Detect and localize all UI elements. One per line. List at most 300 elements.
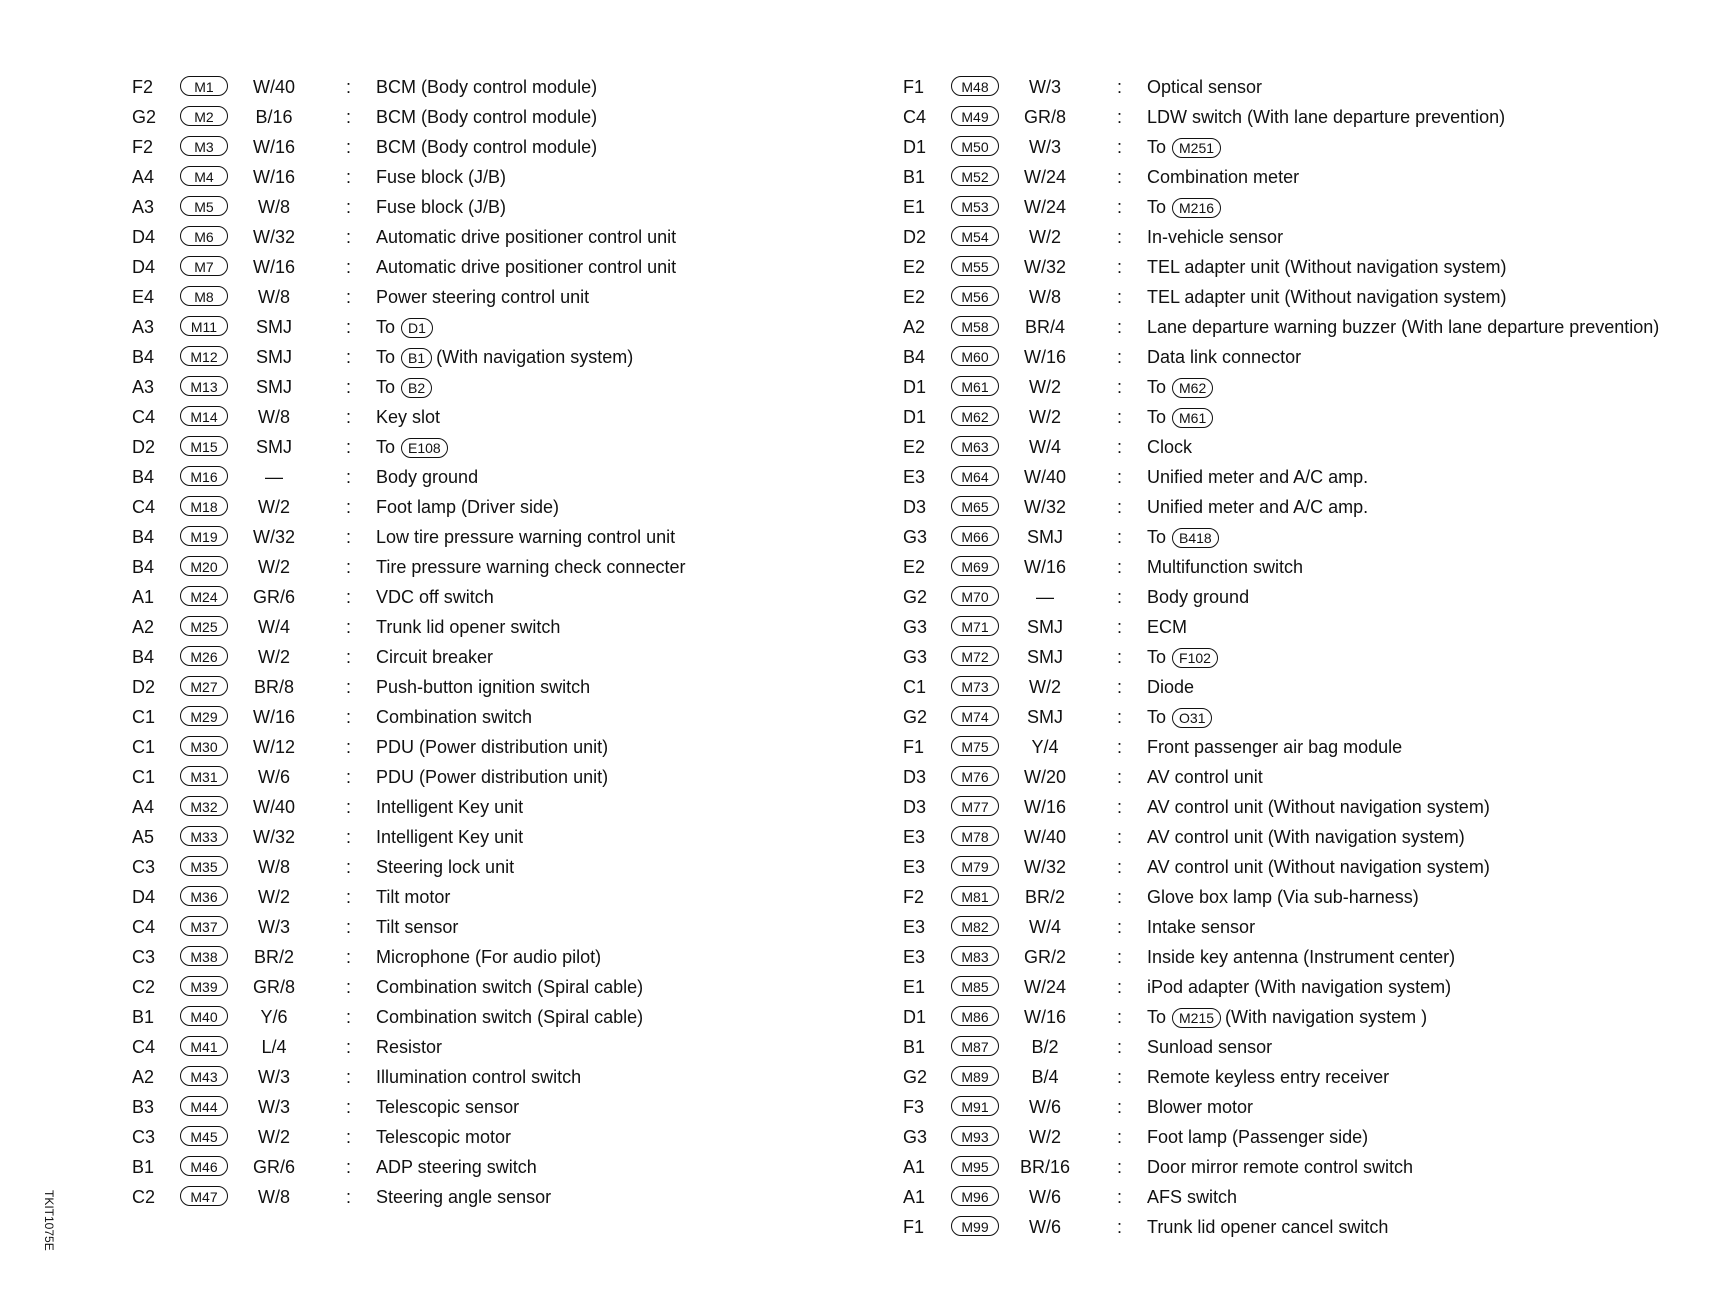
connector-description [376,672,590,702]
grid-location: F2 [903,887,925,907]
connector-description [376,972,643,1002]
reference-connector-badge: B1 [401,348,432,368]
grid-location: D1 [903,377,927,397]
description-text: Optical sensor [1147,77,1263,97]
grid-location: E3 [903,467,926,487]
description-text: Remote keyless entry receiver [1147,1067,1390,1087]
connector-row [132,852,892,882]
grid-location: E2 [903,287,926,307]
description-text: BCM (Body control module) [376,137,598,157]
grid-location: E1 [903,977,926,997]
connector-description [376,1152,537,1182]
connector-row [132,492,892,522]
connector-row [903,582,1663,612]
wire-spec: — [1036,587,1054,607]
connector-description [1147,102,1505,132]
wire-spec: W/16 [252,707,295,727]
connector-id-badge: M99 [951,1216,999,1236]
connector-description [376,252,676,282]
wire-spec: GR/8 [252,977,295,997]
connector-row [903,72,1663,102]
connector-id-badge: M2 [180,106,228,126]
grid-location: B4 [903,347,926,367]
connector-id-badge: M1 [180,76,228,96]
connector-id-badge: M39 [180,976,228,996]
wire-spec: BR/2 [1024,887,1066,907]
separator-colon: : [346,1187,352,1207]
wire-spec: W/3 [1028,77,1061,97]
connector-row [903,1002,1663,1032]
separator-colon: : [346,1127,352,1147]
connector-id-badge: M64 [951,466,999,486]
separator-colon: : [346,287,352,307]
connector-description [1147,942,1455,972]
separator-colon: : [346,347,352,367]
connector-id-badge: M47 [180,1186,228,1206]
description-text: PDU (Power distribution unit) [376,737,609,757]
connector-row [132,762,892,792]
separator-colon: : [346,557,352,577]
wire-spec: W/6 [1028,1217,1061,1237]
reference-connector-badge: M62 [1172,378,1213,398]
figure-code-label: TKIT1075E [42,1190,56,1251]
separator-colon: : [1117,1157,1123,1177]
connector-description [376,822,523,852]
connector-description [1147,672,1194,702]
grid-location: B1 [903,167,926,187]
connector-id-badge: M45 [180,1126,228,1146]
connector-id-badge: M48 [951,76,999,96]
wire-spec: W/8 [1028,287,1061,307]
separator-colon: : [346,377,352,397]
connector-description [1147,612,1187,642]
reference-connector-badge: M215 [1172,1008,1221,1028]
connector-description [1147,732,1402,762]
wire-spec: W/2 [1028,227,1061,247]
separator-colon: : [346,227,352,247]
connector-description [376,72,597,102]
grid-location: F1 [903,1217,925,1237]
description-text: Illumination control switch [376,1067,582,1087]
description-text: Unified meter and A/C amp. [1147,467,1369,487]
connector-id-badge: M96 [951,1186,999,1206]
wire-spec: B/4 [1031,1067,1059,1087]
wire-spec: GR/6 [252,587,295,607]
description-text: Intelligent Key unit [376,797,524,817]
connector-row [903,342,1663,372]
wire-spec: B/16 [255,107,293,127]
connector-id-badge: M93 [951,1126,999,1146]
wire-spec: W/4 [1028,437,1061,457]
wire-spec: W/2 [1028,407,1061,427]
separator-colon: : [346,437,352,457]
connector-description [376,132,597,162]
description-text: AFS switch [1147,1187,1238,1207]
connector-description [376,432,452,462]
separator-colon: : [1117,767,1123,787]
separator-colon: : [1117,737,1123,757]
connector-description [376,732,608,762]
connector-description [1147,972,1451,1002]
connector-row [903,402,1663,432]
connector-id-badge: M73 [951,676,999,696]
connector-description [376,1182,551,1212]
connector-row [132,372,892,402]
wire-spec: W/40 [1023,827,1066,847]
separator-colon: : [1117,197,1123,217]
separator-colon: : [346,1097,352,1117]
wire-spec: W/32 [252,527,295,547]
connector-id-badge: M26 [180,646,228,666]
separator-colon: : [1117,977,1123,997]
connector-description [376,102,597,132]
connector-row [132,222,892,252]
grid-location: E3 [903,947,926,967]
separator-colon: : [346,887,352,907]
connector-row [132,192,892,222]
grid-location: B1 [132,1157,155,1177]
connector-row [903,1092,1663,1122]
wire-spec: W/3 [257,1067,290,1087]
connector-id-badge: M81 [951,886,999,906]
connector-id-badge: M78 [951,826,999,846]
connector-description [376,1032,442,1062]
connector-row [903,852,1663,882]
description-text: ECM [1147,617,1187,637]
connector-row [132,1092,892,1122]
grid-location: C4 [132,407,156,427]
connector-description [1147,1212,1388,1242]
connector-id-badge: M8 [180,286,228,306]
grid-location: D4 [132,257,156,277]
wire-spec: SMJ [1027,527,1063,547]
wire-spec: Y/4 [1031,737,1059,757]
wire-spec: SMJ [256,437,292,457]
separator-colon: : [346,467,352,487]
grid-location: B4 [132,527,155,547]
connector-description [1147,192,1225,222]
wire-spec: W/40 [252,797,295,817]
wire-spec: W/16 [1023,1007,1066,1027]
grid-location: F1 [903,77,925,97]
connector-row [132,432,892,462]
grid-location: F2 [132,77,154,97]
separator-colon: : [1117,467,1123,487]
grid-location: E3 [903,827,926,847]
description-text: Diode [1147,677,1195,697]
connector-row [132,582,892,612]
reference-connector-badge: M216 [1172,198,1221,218]
connector-id-badge: M7 [180,256,228,276]
reference-connector-badge: D1 [401,318,433,338]
connector-description [376,552,685,582]
connector-description [1147,252,1507,282]
wire-spec: W/40 [1023,467,1066,487]
description-text: Combination meter [1147,167,1300,187]
separator-colon: : [346,857,352,877]
connector-row [903,702,1663,732]
connector-description [376,792,523,822]
connector-row [132,972,892,1002]
wire-spec: W/8 [257,857,290,877]
connector-row [903,252,1663,282]
connector-description [1147,762,1263,792]
grid-location: A3 [132,317,155,337]
separator-colon: : [1117,317,1123,337]
connector-id-badge: M43 [180,1066,228,1086]
description-text: PDU (Power distribution unit) [376,767,609,787]
connector-description [376,282,589,312]
separator-colon: : [1117,167,1123,187]
wire-spec: W/8 [257,407,290,427]
wire-spec: W/2 [257,647,290,667]
connector-row [132,882,892,912]
grid-location: A2 [132,1067,155,1087]
wire-spec: W/24 [1023,197,1066,217]
connector-row [903,162,1663,192]
wire-spec: SMJ [256,377,292,397]
connector-id-badge: M61 [951,376,999,396]
connector-id-badge: M72 [951,646,999,666]
connector-row [903,222,1663,252]
connector-id-badge: M77 [951,796,999,816]
connector-row [132,642,892,672]
connector-description [376,342,633,372]
connector-id-badge: M76 [951,766,999,786]
wire-spec: W/2 [257,557,290,577]
connector-description [376,1002,643,1032]
connector-id-badge: M20 [180,556,228,576]
connector-row [903,822,1663,852]
wire-spec: SMJ [1027,707,1063,727]
connector-description [1147,492,1368,522]
grid-location: D3 [903,767,927,787]
grid-location: E4 [132,287,155,307]
wire-spec: W/2 [257,887,290,907]
connector-row [132,612,892,642]
connector-description [1147,792,1490,822]
description-text: Low tire pressure warning control unit [376,527,676,547]
description-text: Multifunction switch [1147,557,1304,577]
connector-row [903,102,1663,132]
connector-description [376,1062,581,1092]
reference-connector-badge: M61 [1172,408,1213,428]
connector-row [903,672,1663,702]
separator-colon: : [1117,587,1123,607]
grid-location: G2 [903,587,928,607]
description-text: Automatic drive positioner control unit [376,227,677,247]
separator-colon: : [346,407,352,427]
grid-location: F2 [132,137,154,157]
grid-location: E3 [903,917,926,937]
separator-colon: : [1117,1187,1123,1207]
grid-location: E3 [903,857,926,877]
wire-spec: W/32 [252,227,295,247]
grid-location: D3 [903,797,927,817]
connector-row [132,942,892,972]
separator-colon: : [346,497,352,517]
wire-spec: SMJ [1027,617,1063,637]
connector-row [903,192,1663,222]
connector-id-badge: M40 [180,1006,228,1026]
description-text: Key slot [376,407,441,427]
description-text: Body ground [1147,587,1250,607]
grid-location: G2 [903,707,928,727]
connector-row [903,552,1663,582]
connector-row [903,762,1663,792]
separator-colon: : [346,107,352,127]
separator-colon: : [1117,407,1123,427]
description-text: To [1147,707,1167,727]
connector-description [1147,852,1490,882]
description-text: AV control unit (With navigation system) [1147,827,1465,847]
separator-colon: : [1117,137,1123,157]
description-text: Trunk lid opener switch [376,617,561,637]
separator-colon: : [1117,527,1123,547]
connector-row [903,882,1663,912]
connector-description [1147,312,1659,342]
description-text: Door mirror remote control switch [1147,1157,1414,1177]
grid-location: C4 [132,497,156,517]
connector-id-badge: M75 [951,736,999,756]
connector-row [132,342,892,372]
connector-row [903,282,1663,312]
connector-description [376,402,440,432]
connector-id-badge: M82 [951,916,999,936]
description-text: Intelligent Key unit [376,827,524,847]
description-note: (With navigation system ) [1225,1007,1428,1027]
separator-colon: : [346,797,352,817]
connector-description [1147,1032,1272,1062]
reference-connector-badge: M251 [1172,138,1221,158]
connector-description [1147,222,1283,252]
description-text: Unified meter and A/C amp. [1147,497,1369,517]
description-text: Inside key antenna (Instrument center) [1147,947,1456,967]
connector-description [1147,1182,1237,1212]
connector-description [376,1122,511,1152]
separator-colon: : [346,1037,352,1057]
grid-location: B4 [132,557,155,577]
description-text: Fuse block (J/B) [376,197,507,217]
connector-row [132,1182,892,1212]
grid-location: D3 [903,497,927,517]
connector-id-badge: M25 [180,616,228,636]
wire-spec: W/16 [1023,347,1066,367]
connector-id-badge: M46 [180,1156,228,1176]
grid-location: C1 [132,707,156,727]
separator-colon: : [1117,227,1123,247]
connector-row [132,1122,892,1152]
grid-location: B4 [132,467,155,487]
connector-description [1147,342,1301,372]
connector-id-badge: M87 [951,1036,999,1056]
connector-row [132,792,892,822]
separator-colon: : [346,77,352,97]
separator-colon: : [346,257,352,277]
wire-spec: W/24 [1023,977,1066,997]
connector-id-badge: M63 [951,436,999,456]
grid-location: B3 [132,1097,155,1117]
connector-row [132,912,892,942]
connector-row [903,732,1663,762]
connector-row [132,822,892,852]
separator-colon: : [346,197,352,217]
separator-colon: : [1117,287,1123,307]
wire-spec: W/40 [252,77,295,97]
grid-location: A5 [132,827,155,847]
connector-row [903,462,1663,492]
wire-spec: W/2 [1028,377,1061,397]
wire-spec: W/16 [1023,557,1066,577]
separator-colon: : [1117,377,1123,397]
separator-colon: : [346,647,352,667]
grid-location: A1 [132,587,155,607]
wire-spec: W/8 [257,1187,290,1207]
separator-colon: : [1117,707,1123,727]
description-text: Trunk lid opener cancel switch [1147,1217,1389,1237]
connector-id-badge: M33 [180,826,228,846]
wire-spec: W/6 [1028,1187,1061,1207]
separator-colon: : [346,947,352,967]
connector-row [132,552,892,582]
connector-description [1147,372,1217,402]
connector-row [132,672,892,702]
description-text: Clock [1147,437,1193,457]
connector-id-badge: M60 [951,346,999,366]
wire-spec: W/16 [252,137,295,157]
wire-spec: W/32 [252,827,295,847]
separator-colon: : [1117,857,1123,877]
connector-description [376,702,532,732]
grid-location: A2 [132,617,155,637]
description-text: Telescopic motor [376,1127,512,1147]
reference-connector-badge: F102 [1172,648,1218,668]
grid-location: C3 [132,947,156,967]
separator-colon: : [1117,617,1123,637]
connector-id-badge: M69 [951,556,999,576]
description-text: VDC off switch [376,587,494,607]
grid-location: C1 [132,767,156,787]
connector-id-badge: M70 [951,586,999,606]
description-text: Power steering control unit [376,287,590,307]
wire-spec: W/24 [1023,167,1066,187]
grid-location: G3 [903,617,928,637]
description-text: In-vehicle sensor [1147,227,1284,247]
connector-row [903,942,1663,972]
connector-id-badge: M55 [951,256,999,276]
description-text: Microphone (For audio pilot) [376,947,602,967]
separator-colon: : [1117,557,1123,577]
connector-description [376,372,436,402]
grid-location: D2 [132,677,156,697]
connector-description [1147,162,1299,192]
separator-colon: : [1117,827,1123,847]
connector-row [903,1182,1663,1212]
connector-description [1147,582,1249,612]
connector-id-badge: M56 [951,286,999,306]
connector-description [1147,432,1192,462]
description-text: Body ground [376,467,479,487]
description-text: Intake sensor [1147,917,1256,937]
reference-connector-badge: O31 [1172,708,1212,728]
connector-row [132,312,892,342]
grid-location: C3 [132,857,156,877]
connector-row [132,1152,892,1182]
connector-id-badge: M71 [951,616,999,636]
grid-location: B1 [132,1007,155,1027]
grid-location: E1 [903,197,926,217]
description-text: Combination switch (Spiral cable) [376,1007,644,1027]
